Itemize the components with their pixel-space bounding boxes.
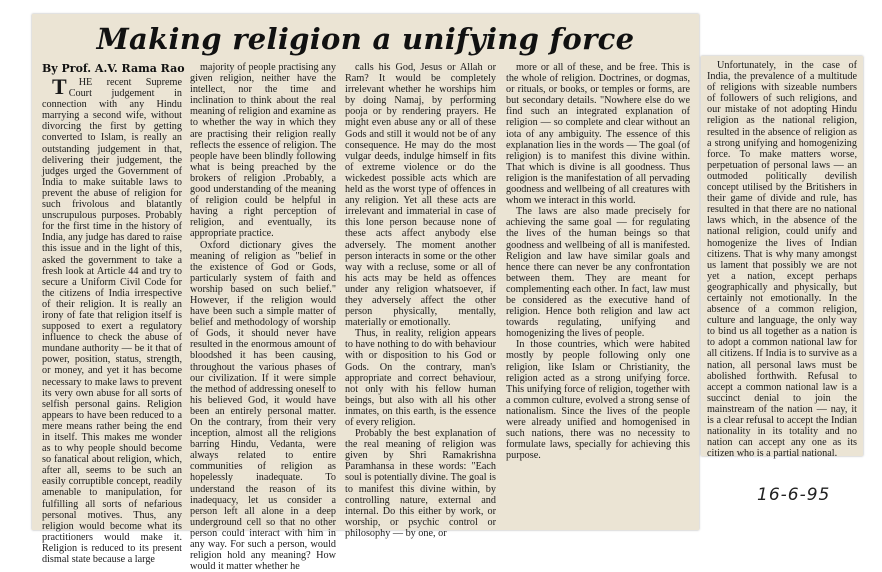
article-column-3 [345, 62, 496, 527]
column-4-paragraph-3: In those countries, which were habited mostly by people following only one religion, like Islam or Christianity, the religion acted as a strong unifying force. This unifying force of religion, together with a common culture, evolved a strong sense of nationalism. Since the lives of the people were already unified and homogenised in such nations, there was no necessity to formulate laws, specially for achieving this purpose. [506, 339, 690, 461]
column-3-paragraph-3: Probably the best explanation of the real meaning of religion was given by Shri Ramakrishna Paramhansa in these words: "Each soul is potentially divine. The goal is to manifest this divine within, by controlling nature, external and internal. Do this either by work, or worship, or psychic control or philosophy — by one, or [345, 428, 496, 539]
column-2-paragraph-1: majority of people practising any given religion, neither have the intellect, nor the time and inclination to think about the real meaning of religion and examine as to whether the way in which they are practising their religion really reflects the essence of religion. The people have been blindly following what is being preached by the brokers of religion .Probably, a good understanding of the meaning of religion could be helpful in having a right perception of religion, and eventually, its appropriate practice. [190, 62, 336, 240]
column-1-text: THE recent Supreme Court judgement in connection with any Hindu marrying a second wife, without divorcing the first by getting converted to Islam, is really an outstanding judgement in that, delivering their judgement, the judges urged the Government of India to make suitable laws to prevent the abuse of religion for such frivolous and blatantly unscrupulous purposes. Probably for the first time in the history of India, any judge has dared to raise this issue and in the light of this, asked the government to take a fresh look at Article 44 and try to secure a Uniform Civil Code for the citizens of India irrespective of their religion. It is really an irony of fate that religion itself is supposed to exert a regulatory influence to check the abuse of mundane authority — be it that of power, position, status, strength, or money, and yet it has become necessary to make laws to prevent its very own abuse for all sorts of selfish personal gains. Religion appears to have been reduced to a mere means rather being the end in itself. This makes me wonder as to why people should become so fanatical about religion, which, after all, seems to be such an easily corruptible concept, readily amenable to manipulation, for fulfilling all sorts of nefarious personal motives. Thus, any religion would become what its practitioners would make it. Religion is reduced to its present dismal state because a large [42, 77, 182, 565]
article-column-4 [506, 62, 690, 527]
newspaper-clipping-continuation [701, 56, 863, 456]
article-column-1 [42, 77, 182, 527]
article-byline: By Prof. A.V. Rama Rao [42, 62, 185, 75]
column-2-paragraph-2: Oxford dictionary gives the meaning of religion as "belief in the existence of God or Gods, particularly system of faith and worship based on such belief." However, if the religion would have been such a simple matter of belief and methodology of worship of Gods, it should never have resulted in the enormous amount of bloodshed it has been causing, throughout the various phases of our civilization. If it were simple the method of addressing oneself to his believed God, it would have been an entirely personal matter. On the contrary, from their very inception, almost all the religions barring Hindu, Vedanta, were always related to entire communities of religion as hopelessly inadequate. To understand the reason of its inadequacy, let us consider a person left all alone in a deep underground cell so that no other person could interact with him in any way. For such a person, would religion hold any meaning? How would it matter whether he [190, 240, 336, 572]
article-headline: Making religion a unifying force [32, 22, 699, 56]
column-4-paragraph-1: more or all of these, and be free. This is the whole of religion. Doctrines, or dogmas, or rituals, or books, or temples or forms, are but secondary details. "Nowhere else do we find such an integrated explanation of religion — so complete and clear without an iota of any ambiguity. The essence of this explanation lies in the words — The goal (of religion) is to manifest this divine within. That which is divine is all goodness. Thus religion is the manifestation of all pervading goodness and wellbeing of all creatures with whom we interact in this world. [506, 62, 690, 206]
column-3-paragraph-1: calls his God, Jesus or Allah or Ram? It would be completely irrelevant whether he worships him by doing Namaj, by performing pooja or by rendering prayers. He might even abuse any or all of these Gods and still it would not be of any consequence. He may do the most vulgar deeds, indulge himself in fits of extreme violence or do the wickedest possible acts which are held as the worst type of offences in any religion. Yet all these acts are irrelevant and immaterial in case of this lone person because none of these acts affect anybody else adversely. The moment another person interacts in some or the other way with a recluse, some or all of his acts may be held as offences under any religion whatsoever, if they adversely affect the other person physically, mentally, materially or emotionally. [345, 62, 496, 328]
column-3-paragraph-2: Thus, in reality, religion appears to have nothing to do with behaviour with or disposition to his God or Gods. On the contrary, man's appropriate and correct behaviour, not only with his fellow human beings, but also with all his other inmates, on this earth, is the essence of every religion. [345, 328, 496, 428]
handwritten-date: 16-6-95 [757, 485, 830, 505]
column-5-text: Unfortunately, in the case of India, the prevalence of a multitude of religions with sizeable numbers of followers of such religions, and our mistake of not adopting Hindu religion as the national religion, resulted in the absence of religion as a strong unifying and homogenizing force. To make matters worse, perpetuation of personal laws — an outmoded politically devilish concept utilised by the Britishers in their game of divide and rule, has resulted in that there are no national laws which, in the absence of the national religion, could unify and homogenize the lives of Indian citizens. That is why many amongst us lament that possibly we are not yet a nation, except perhaps geographically and physically, but certainly not emotionally. In the absence of a common religion, culture and language, the only way to bind us all together as a nation is to adopt a common national law for all citizens. If India is to survive as a nation, all personal laws must be abolished forthwith. Refusal to accept a common national law is a succinct denial to join the mainstream of the nation — nay, it is a clear refusal to accept the Indian nationality in its totality and no nation can accept any one as its citizen who is a partial national. [707, 60, 857, 459]
column-4-paragraph-2: The laws are also made precisely for achieving the same goal — for regulating the lives of the human beings so that goodness and wellbeing of all is manifested. Religion and law have similar goals and hence there can never be any confrontation between them. They are meant for complementing each other. In fact, law must be considered as the executive hand of religion. Hence both religion and law act towards regulating, unifying and homogenizing the lives of people. [506, 206, 690, 339]
article-column-2 [190, 62, 336, 527]
newspaper-clipping-main [32, 14, 699, 530]
article-column-5 [707, 60, 857, 452]
